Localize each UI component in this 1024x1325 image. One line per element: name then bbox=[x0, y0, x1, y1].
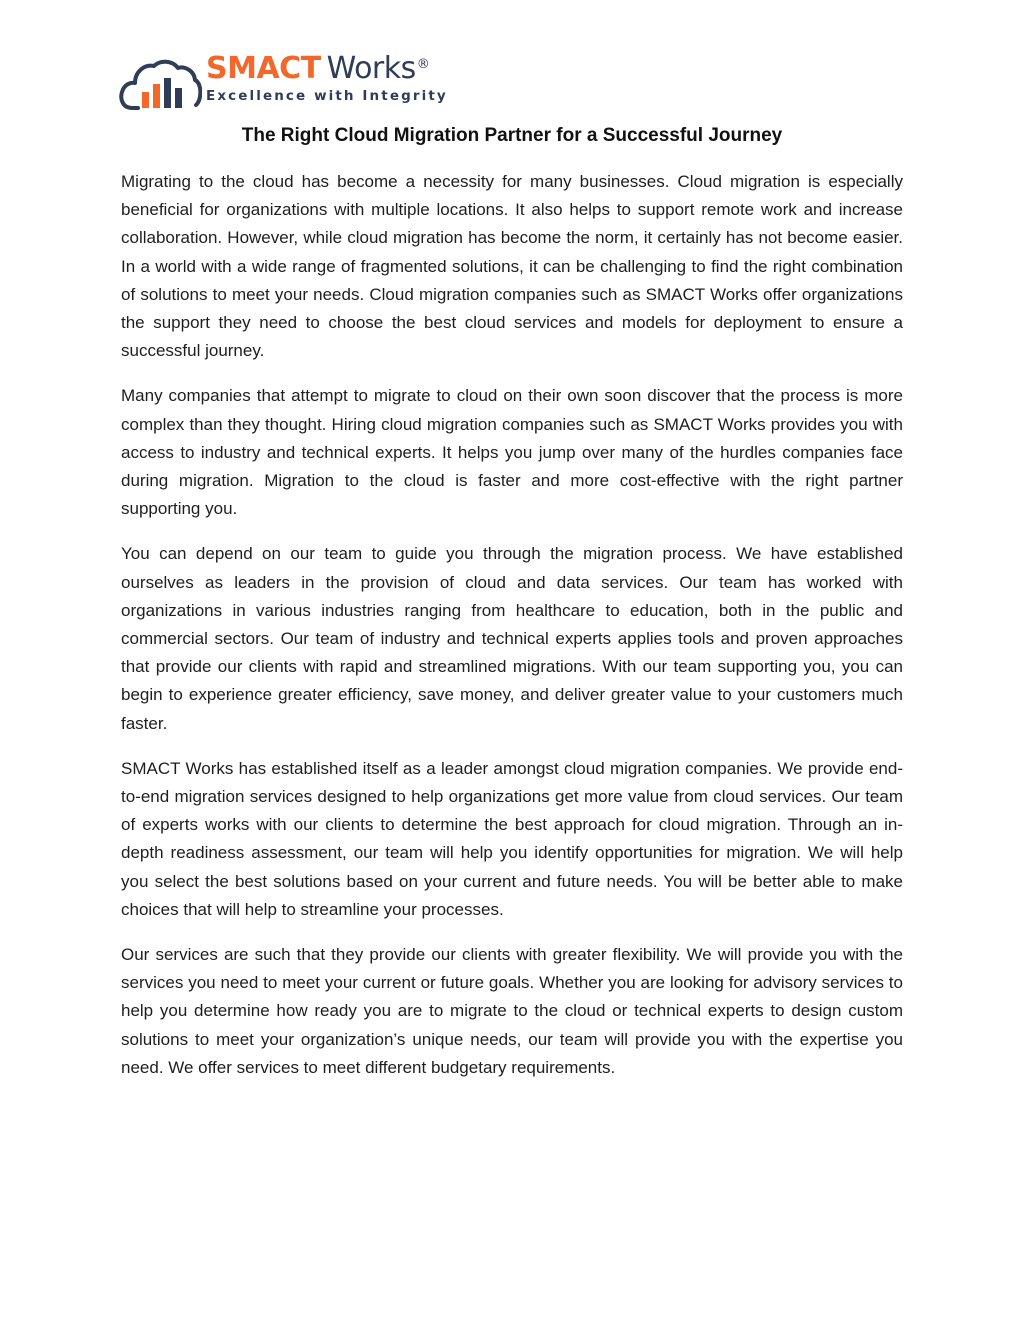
logo-bar-2 bbox=[153, 84, 160, 108]
brand-name bbox=[206, 52, 448, 86]
paragraph-4: SMACT Works has established itself as a leader amongst cloud migration companies. We provide end-to-end migration services designed to help organizations get more value from cloud services. Our team of experts works with our clients to determine the best approach for cloud migration. Through an in-depth readiness assessment, our team will help you identify opportunities for migration. We will help you select the best solutions based on your current and future needs. You will be better able to make choices that will help to streamline your processes. bbox=[121, 758, 903, 919]
brand-secondary: Works bbox=[326, 51, 416, 86]
logo-bar-3 bbox=[164, 78, 171, 108]
logo-wordmark bbox=[206, 52, 448, 104]
registered-mark: ® bbox=[416, 57, 430, 72]
paragraph-2: Many companies that attempt to migrate to cloud on their own soon discover that the process is more complex than they thought. Hiring cloud migration companies such as SMACT Works provides you with access to industry and technical experts. It helps you jump over many of the hurdles companies face during migration. Migration to the cloud is faster and more cost-effective with the right partner supporting you. bbox=[121, 386, 903, 519]
brand-primary: SMACT bbox=[206, 51, 321, 86]
brand-tagline: Excellence with Integrity bbox=[206, 88, 448, 104]
logo-bar-1 bbox=[142, 92, 149, 108]
company-logo bbox=[118, 52, 458, 110]
document-body bbox=[121, 168, 903, 1099]
paragraph-1: Migrating to the cloud has become a necessity for many businesses. Cloud migration is especially beneficial for organizations with multiple locations. It also helps to support remote work and increase collaboration. However, while cloud migration has become the norm, it certainly has not become easier. In a world with a wide range of fragmented solutions, it can be challenging to find the right combination of solutions to meet your needs. Cloud migration companies such as SMACT Works offer organizations the support they need to choose the best cloud services and models for deployment to ensure a successful journey. bbox=[121, 172, 903, 361]
cloud-bar-chart-icon bbox=[118, 58, 202, 110]
logo-bar-4 bbox=[175, 88, 182, 108]
paragraph-5: Our services are such that they provide our clients with greater flexibility. We will provide you with the services you need to meet your current or future goals. Whether you are looking for advisory services to help you determine how ready you are to migrate to the cloud or technical experts to design custom solutions to meet your organization’s unique needs, our team will provide you with the expertise you need. We offer services to meet different budgetary requirements. bbox=[121, 945, 903, 1077]
paragraph-3: You can depend on our team to guide you through the migration process. We have established ourselves as leaders in the provision of cloud and data services. Our team has worked with organizations in various industries ranging from healthcare to education, both in the public and commercial sectors. Our team of industry and technical experts applies tools and proven approaches that provide our clients with rapid and streamlined migrations. With our team supporting you, you can begin to experience greater efficiency, save money, and deliver greater value to your customers much faster. bbox=[121, 544, 903, 733]
document-title: The Right Cloud Migration Partner for a Successful Journey bbox=[241, 125, 783, 146]
